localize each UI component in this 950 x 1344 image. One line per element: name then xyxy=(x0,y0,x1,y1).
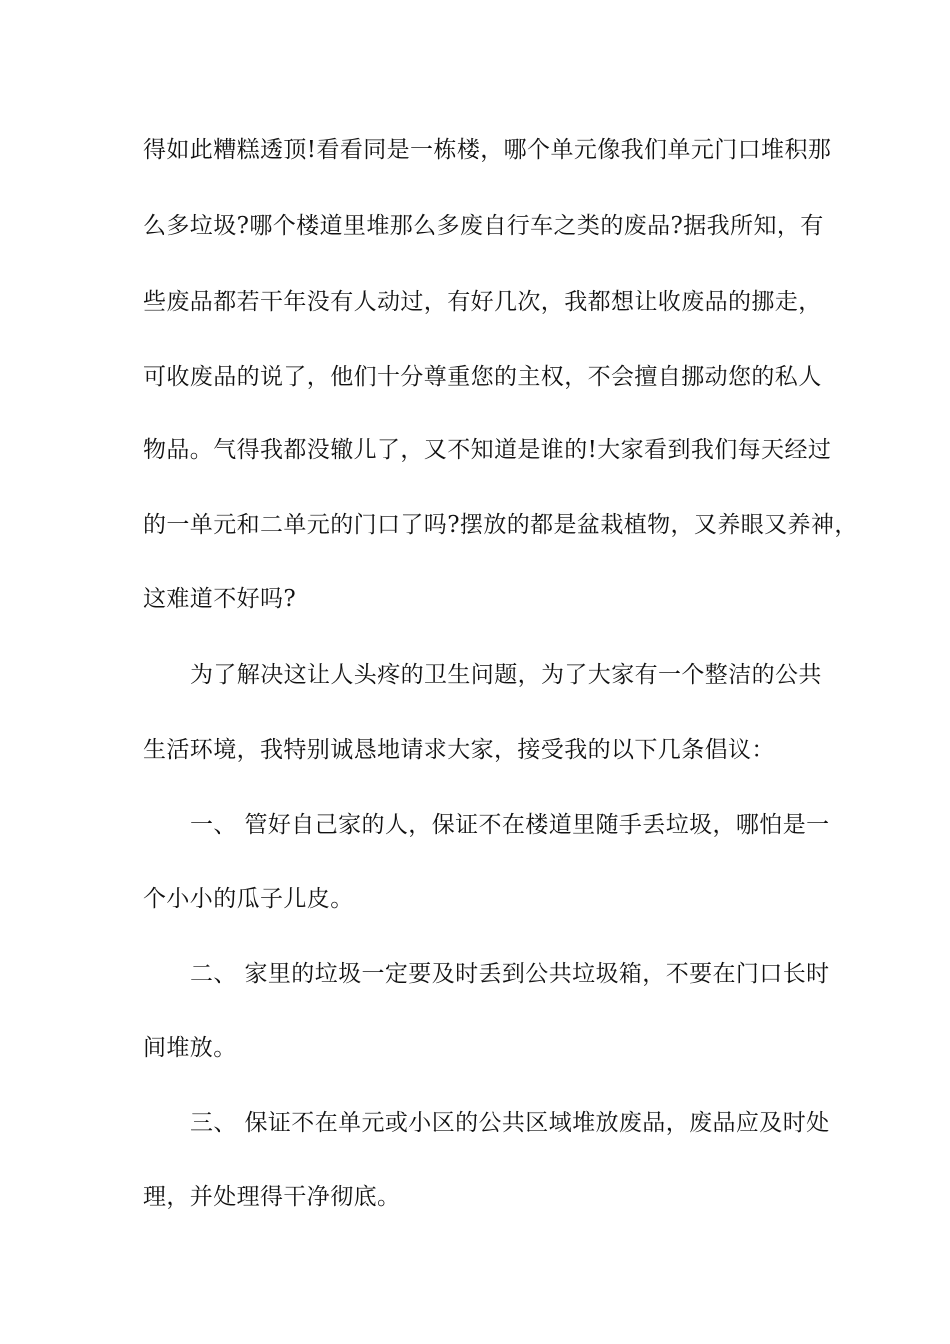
proposal-item-3: 三、 保证不在单元或小区的公共区域堆放废品，废品应及时处 xyxy=(190,1110,830,1136)
text-line: 个小小的瓜子儿皮。 xyxy=(143,886,354,912)
proposal-item-2: 二、 家里的垃圾一定要及时丢到公共垃圾箱，不要在门口长时 xyxy=(190,961,830,987)
text-line: 得如此糟糕透顶!看看同是一栋楼，哪个单元像我们单元门口堆积那 xyxy=(143,137,832,163)
text-line: 物品。气得我都没辙儿了，又不知道是谁的!大家看到我们每天经过 xyxy=(143,437,832,463)
paragraph-first-line: 为了解决这让人头疼的卫生问题，为了大家有一个整洁的公共 xyxy=(190,662,822,688)
text-line: 些废品都若干年没有人动过，有好几次，我都想让收废品的挪走， xyxy=(143,289,822,315)
text-line: 么多垃圾?哪个楼道里堆那么多废自行车之类的废品?据我所知，有 xyxy=(143,213,824,239)
text-line: 间堆放。 xyxy=(143,1035,237,1061)
text-line: 这难道不好吗? xyxy=(143,586,297,612)
text-line: 的一单元和二单元的门口了吗?摆放的都是盆栽植物，又养眼又养神， xyxy=(143,512,858,538)
text-line: 可收废品的说了，他们十分尊重您的主权，不会擅自挪动您的私人 xyxy=(143,364,822,390)
text-line: 生活环境，我特别诚恳地请求大家，接受我的以下几条倡议： xyxy=(143,737,775,763)
text-line: 理，并处理得干净彻底。 xyxy=(143,1184,401,1210)
proposal-item-1: 一、 管好自己家的人，保证不在楼道里随手丢垃圾，哪怕是一 xyxy=(190,812,830,838)
